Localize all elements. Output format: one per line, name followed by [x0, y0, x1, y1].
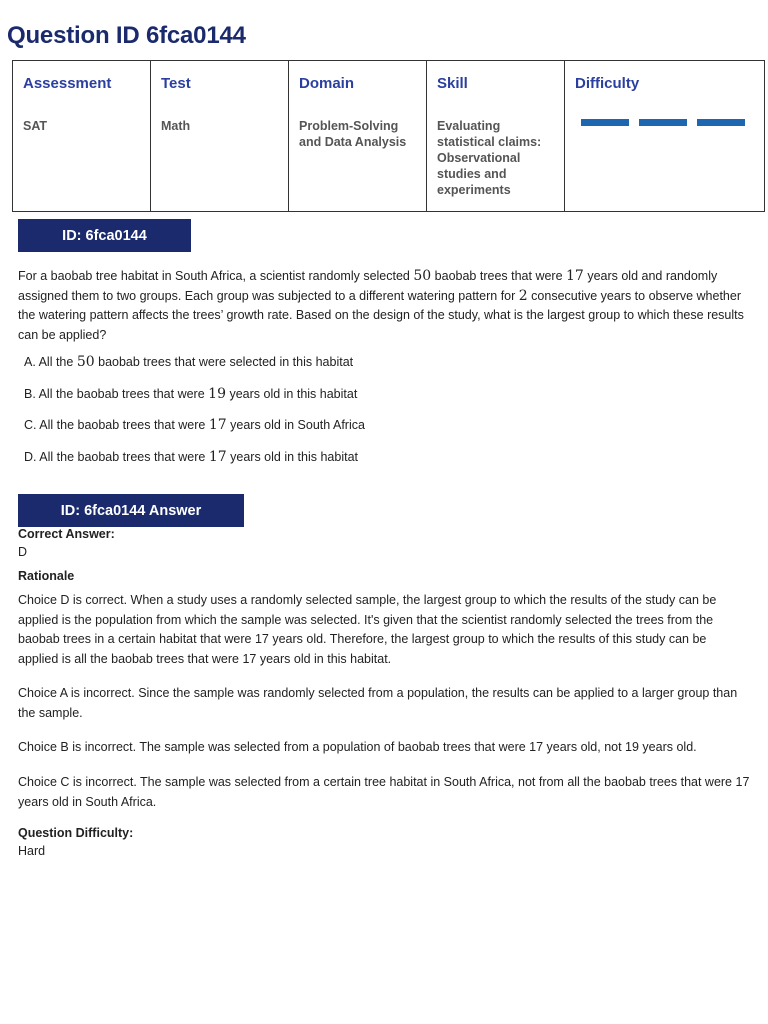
rationale-paragraph-a: Choice A is incorrect. Since the sample was randomly selected from a population, the results can be applied to a larger group than the sample. [18, 686, 738, 720]
value-assessment: SAT [13, 111, 151, 212]
skill-line-4: studies and [437, 166, 507, 181]
value-difficulty [565, 111, 765, 212]
value-test: Math [151, 111, 289, 212]
difficulty-bar-1 [581, 119, 629, 126]
choice-d-text-1: D. All the baobab trees that were [24, 450, 209, 464]
header-test: Test [151, 61, 289, 111]
difficulty-indicator [575, 118, 754, 126]
question-metadata-table [12, 60, 765, 212]
choice-a-text-1: A. All the [24, 355, 77, 369]
skill-line-2: statistical claims: [437, 134, 542, 149]
answer-id-banner: ID: 6fca0144 Answer [18, 494, 244, 527]
stem-number-17: 17 [566, 268, 584, 284]
domain-line-1: Problem-Solving [299, 118, 399, 133]
rationale-paragraph-c: Choice C is incorrect. The sample was selected from a certain tree habitat in South Africa, not from all the baobab trees that were 17 years old in South Africa. [18, 775, 750, 809]
choice-b-text-1: B. All the baobab trees that were [24, 387, 209, 401]
choice-a-text-2: baobab trees that were selected in this habitat [94, 355, 354, 369]
choice-c-text-1: C. All the baobab trees that were [24, 418, 209, 432]
rationale-heading: Rationale [18, 569, 75, 583]
stem-text-4: consecutive years to observe whether the watering pattern affects the trees’ growth rate. Based on the design of the study, what is the largest group to which these results can be applied? [18, 288, 744, 342]
choice-c-number: 17 [208, 417, 227, 433]
stem-text-3: years old and randomly assigned them to two groups. Each group was subjected to a different watering pattern for [18, 269, 718, 303]
question-id-banner: ID: 6fca0144 [18, 219, 191, 252]
choice-d-text-2: years old in this habitat [226, 450, 358, 464]
question-difficulty-label: Question Difficulty: [18, 826, 134, 840]
header-assessment: Assessment [13, 61, 151, 111]
question-stem [18, 267, 750, 345]
choice-b-number: 19 [208, 386, 226, 402]
choice-b-text-2: years old in this habitat [225, 387, 358, 401]
skill-line-5: experiments [437, 182, 511, 197]
rationale-paragraph-b: Choice B is incorrect. The sample was selected from a population of baobab trees that were 17 years old, not 19 years old. [18, 740, 697, 754]
choice-d-number: 17 [208, 449, 227, 465]
stem-text-2: baobab trees that were [431, 269, 567, 283]
difficulty-bar-3 [697, 119, 745, 126]
header-difficulty: Difficulty [565, 61, 765, 111]
value-skill [427, 111, 565, 212]
page-title: Question ID 6fca0144 [7, 22, 246, 49]
domain-line-2: and Data Analysis [299, 134, 407, 149]
correct-answer-value: D [18, 545, 28, 559]
difficulty-bar-2 [639, 119, 687, 126]
stem-number-2: 2 [518, 287, 528, 304]
stem-text-1: For a baobab tree habitat in South Africa, a scientist randomly selected [18, 269, 414, 283]
choice-a [24, 353, 353, 371]
metadata-value-row [13, 111, 765, 212]
correct-answer-label: Correct Answer: [18, 527, 115, 541]
choice-b [24, 385, 357, 403]
skill-line-3: Observational [437, 150, 521, 165]
metadata-header-row [13, 61, 765, 111]
header-skill: Skill [427, 61, 565, 111]
choice-c-text-2: years old in South Africa [226, 418, 365, 432]
choice-a-number: 50 [76, 354, 95, 370]
question-difficulty-value: Hard [18, 844, 46, 858]
choice-d [24, 448, 358, 466]
skill-line-1: Evaluating [437, 118, 501, 133]
value-domain [289, 111, 427, 212]
stem-number-50: 50 [413, 268, 432, 284]
choice-c [24, 416, 365, 434]
header-domain: Domain [289, 61, 427, 111]
rationale-paragraph-d: Choice D is correct. When a study uses a randomly selected sample, the largest group to which the results of the study can be applied is the population from which the sample was selected. It's given that the scientist randomly selected the trees from the baobab trees in a certain habitat that were 17 years old. Therefore, the largest group to which the results of this study can be applied is all the baobab trees that were 17 years old in this habitat. [18, 593, 717, 666]
